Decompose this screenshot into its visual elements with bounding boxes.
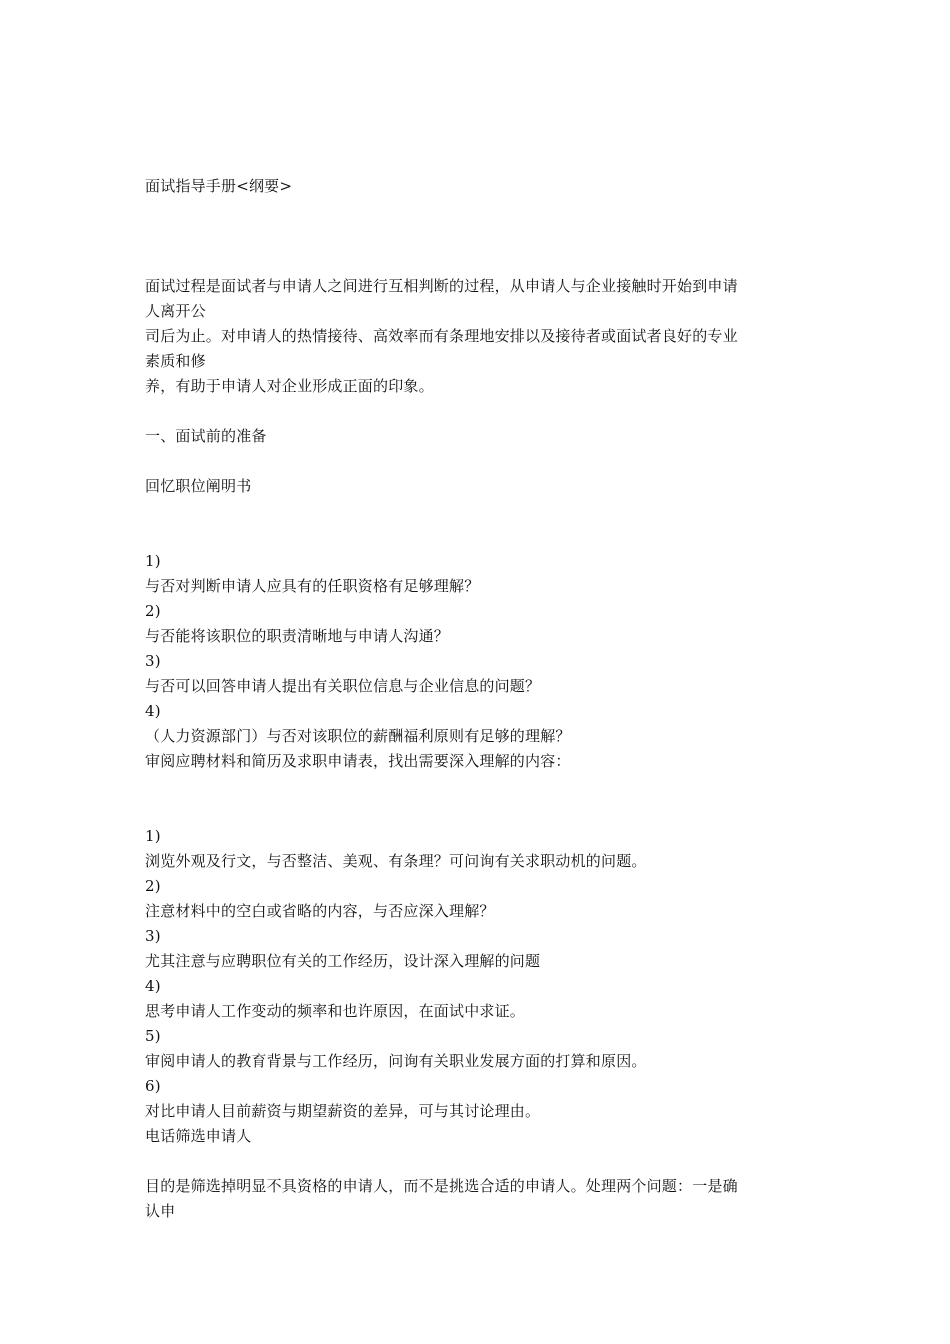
section-heading: 一、面试前的准备: [145, 427, 267, 445]
intro-line-5: 养，有助于申请人对企业形成正面的印象。: [145, 377, 434, 395]
job-question-text: 与否可以回答申请人提出有关职位信息与企业信息的问题？: [145, 677, 541, 695]
intro-line-3: 司后为止。对申请人的热情接待、高效率而有条理地安排以及接待者或面试者良好的专业: [145, 327, 738, 345]
job-question-number: 3): [145, 652, 161, 670]
intro-line-4: 素质和修: [145, 352, 206, 370]
material-point-number: 2): [145, 877, 161, 895]
document-title: 面试指导手册<纲要>: [145, 177, 293, 195]
material-point-text: 思考申请人工作变动的频率和也许原因，在面试中求证。: [145, 1002, 526, 1020]
job-question-text: 与否能将该职位的职责清晰地与申请人沟通？: [145, 627, 450, 645]
job-question-number: 2): [145, 602, 161, 620]
subheading-review-job: 回忆职位阐明书: [145, 477, 252, 495]
material-point-number: 4): [145, 977, 161, 995]
phone-screen-line-2: 认申: [145, 1202, 176, 1220]
material-point-text: 尤其注意与应聘职位有关的工作经历，设计深入理解的问题: [145, 952, 541, 970]
material-point-number: 3): [145, 927, 161, 945]
material-point-number: 5): [145, 1027, 161, 1045]
job-question-text: （人力资源部门）与否对该职位的薪酬福利原则有足够的理解？: [145, 727, 571, 745]
intro-line-2: 人离开公: [145, 302, 206, 320]
material-point-text: 浏览外观及行文，与否整洁、美观、有条理？可问询有关求职动机的问题。: [145, 852, 647, 870]
job-question-text: 与否对判断申请人应具有的任职资格有足够理解？: [145, 577, 480, 595]
material-point-number: 1): [145, 827, 161, 845]
intro-line-1: 面试过程是面试者与申请人之间进行互相判断的过程，从申请人与企业接触时开始到申请: [145, 277, 738, 295]
phone-screen-line-1: 目的是筛选掉明显不具资格的申请人，而不是挑选合适的申请人。处理两个问题：一是确: [145, 1177, 738, 1195]
material-point-text: 注意材料中的空白或省略的内容，与否应深入理解？: [145, 902, 495, 920]
material-point-text: 审阅申请人的教育背景与工作经历，问询有关职业发展方面的打算和原因。: [145, 1052, 647, 1070]
material-point-number: 6): [145, 1077, 161, 1095]
job-question-number: 4): [145, 702, 161, 720]
subheading-phone-screen: 电话筛选申请人: [145, 1127, 252, 1145]
subheading-review-materials: 审阅应聘材料和简历及求职申请表，找出需要深入理解的内容：: [145, 752, 571, 770]
material-point-text: 对比申请人目前薪资与期望薪资的差异，可与其讨论理由。: [145, 1102, 541, 1120]
job-question-number: 1): [145, 552, 161, 570]
